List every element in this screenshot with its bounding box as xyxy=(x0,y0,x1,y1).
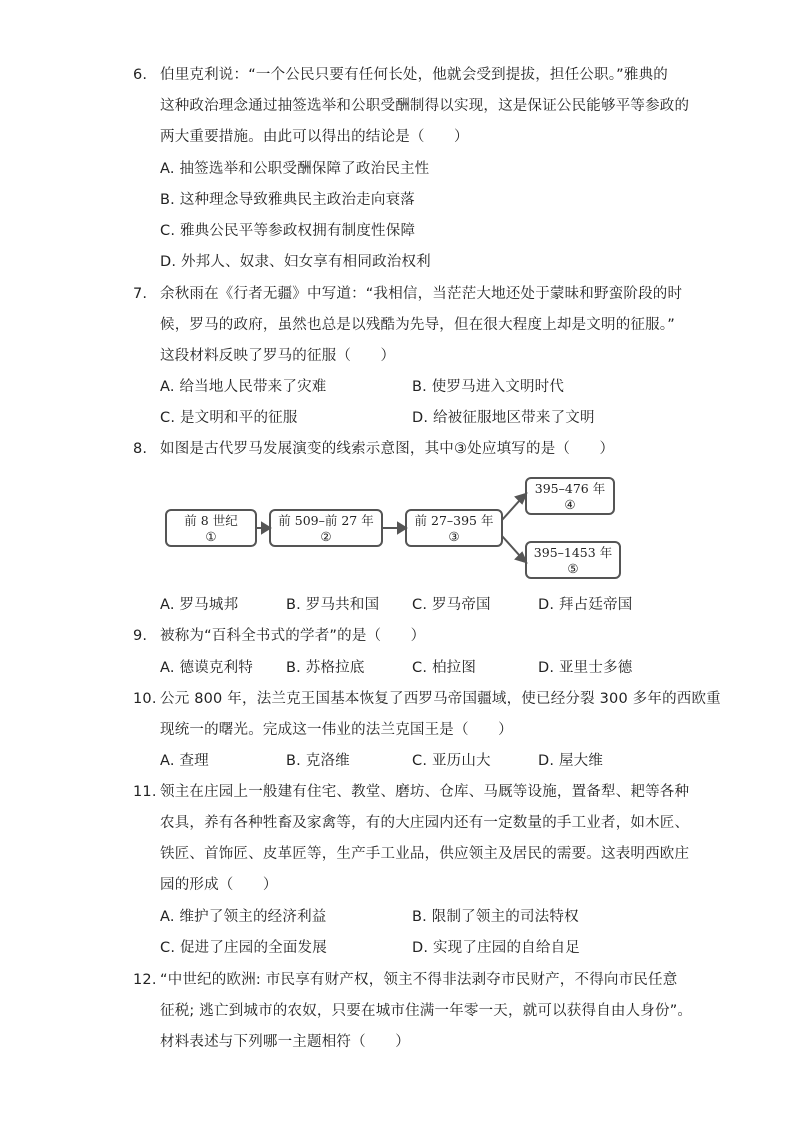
option-a: A. 查理 xyxy=(160,753,209,769)
question-number: 9. xyxy=(133,628,148,644)
question-text-line: 这段材料反映了罗马的征服（ ） xyxy=(160,348,396,364)
option-a: A. 给当地人民带来了灾难 xyxy=(160,379,327,395)
box-4-mark: ④ xyxy=(564,497,576,512)
question-text-line: 这种政治理念通过抽签选举和公职受酬制得以实现，这是保证公民能够平等参政的 xyxy=(160,98,690,114)
option-d: D. 外邦人、奴隶、妇女享有相同政治权利 xyxy=(160,254,431,270)
option-c: C. 雅典公民平等参政权拥有制度性保障 xyxy=(160,223,416,239)
arrowhead xyxy=(262,523,270,533)
arrowhead xyxy=(398,523,406,533)
question-text-line: 园的形成（ ） xyxy=(160,877,278,893)
option-b: B. 使罗马进入文明时代 xyxy=(412,379,565,395)
question-number: 6. xyxy=(133,67,148,83)
question-text-line: 现统一的曙光。完成这一伟业的法兰克国王是（ ） xyxy=(160,722,513,738)
option-d: D. 亚里士多德 xyxy=(538,660,633,676)
option-c: C. 亚历山大 xyxy=(412,753,491,769)
option-d: D. 给被征服地区带来了文明 xyxy=(412,410,595,426)
question-text-line: 材料表述与下列哪一主题相符（ ） xyxy=(160,1034,410,1050)
option-b: B. 这种理念导致雅典民主政治走向衰落 xyxy=(160,192,415,208)
box-4-date: 395–476 年 xyxy=(534,481,606,496)
question-number: 7. xyxy=(133,286,148,302)
question-text-line: 候，罗马的政府，虽然也总是以残酷为先导，但在很大程度上却是文明的征服。” xyxy=(160,317,675,333)
option-c: C. 柏拉图 xyxy=(412,660,477,676)
question-text-line: 被称为“百科全书式的学者”的是（ ） xyxy=(160,628,426,644)
box-3-mark: ③ xyxy=(448,529,460,544)
question-text-line: 如图是古代罗马发展演变的线索示意图，其中③处应填写的是（ ） xyxy=(160,441,615,457)
arrow-3-5 xyxy=(502,536,520,556)
box-2-mark: ② xyxy=(320,529,332,544)
option-d: D. 屋大维 xyxy=(538,753,604,769)
question-text-line: 公元 800 年，法兰克王国基本恢复了西罗马帝国疆域，使已经分裂 300 多年的西欧重 xyxy=(160,691,721,707)
option-a: A. 德谟克利特 xyxy=(160,660,253,676)
question-text-line: 农具，养有各种牲畜及家禽等，有的大庄园内还有一定数量的手工业者，如木匠、 xyxy=(160,815,690,831)
option-c: C. 罗马帝国 xyxy=(412,597,491,613)
option-b: B. 克洛维 xyxy=(286,753,350,769)
option-c: C. 促进了庄园的全面发展 xyxy=(160,940,327,956)
question-text-line: 铁匠、首饰匠、皮革匠等，生产手工业品，供应领主及居民的需要。这表明西欧庄 xyxy=(160,846,690,862)
box-5-mark: ⑤ xyxy=(567,561,579,576)
box-2-date: 前 509–前 27 年 xyxy=(278,513,374,528)
question-text-line: 伯里克利说：“一个公民只要有任何长处，他就会受到提拔，担任公职。”雅典的 xyxy=(160,67,668,83)
option-a: A. 罗马城邦 xyxy=(160,597,239,613)
option-d: D. 拜占廷帝国 xyxy=(538,597,633,613)
option-a: A. 维护了领主的经济利益 xyxy=(160,909,327,925)
question-text-line: 余秋雨在《行者无疆》中写道：“我相信，当茫茫大地还处于蒙昧和野蛮阶段的时 xyxy=(160,286,683,302)
question-text-line: 领主在庄园上一般建有住宅、教堂、磨坊、仓库、马厩等设施，置备犁、耙等各种 xyxy=(160,784,690,800)
option-a: A. 抽签选举和公职受酬保障了政治民主性 xyxy=(160,161,430,177)
arrow-3-4 xyxy=(502,500,520,520)
question-text-line: “中世纪的欧洲: 市民享有财产权，领主不得非法剥夺市民财产，不得向市民任意 xyxy=(160,972,678,988)
option-b: B. 苏格拉底 xyxy=(286,660,365,676)
box-3-date: 前 27–395 年 xyxy=(414,513,494,528)
option-b: B. 罗马共和国 xyxy=(286,597,380,613)
question-number: 11. xyxy=(133,784,157,800)
question-number: 8. xyxy=(133,441,148,457)
box-5-date: 395–1453 年 xyxy=(533,545,613,560)
question-text-line: 征税; 逃亡到城市的农奴，只要在城市住满一年零一天，就可以获得自由人身份”。 xyxy=(160,1003,693,1019)
question-number: 10. xyxy=(133,691,157,707)
box-1-date: 前 8 世纪 xyxy=(184,513,238,528)
rome-timeline-diagram xyxy=(160,470,630,590)
box-1-mark: ① xyxy=(205,529,217,544)
option-d: D. 实现了庄园的自给自足 xyxy=(412,940,580,956)
question-number: 12. xyxy=(133,972,157,988)
option-b: B. 限制了领主的司法特权 xyxy=(412,909,579,925)
option-c: C. 是文明和平的征服 xyxy=(160,410,298,426)
question-text-line: 两大重要措施。由此可以得出的结论是（ ） xyxy=(160,129,469,145)
